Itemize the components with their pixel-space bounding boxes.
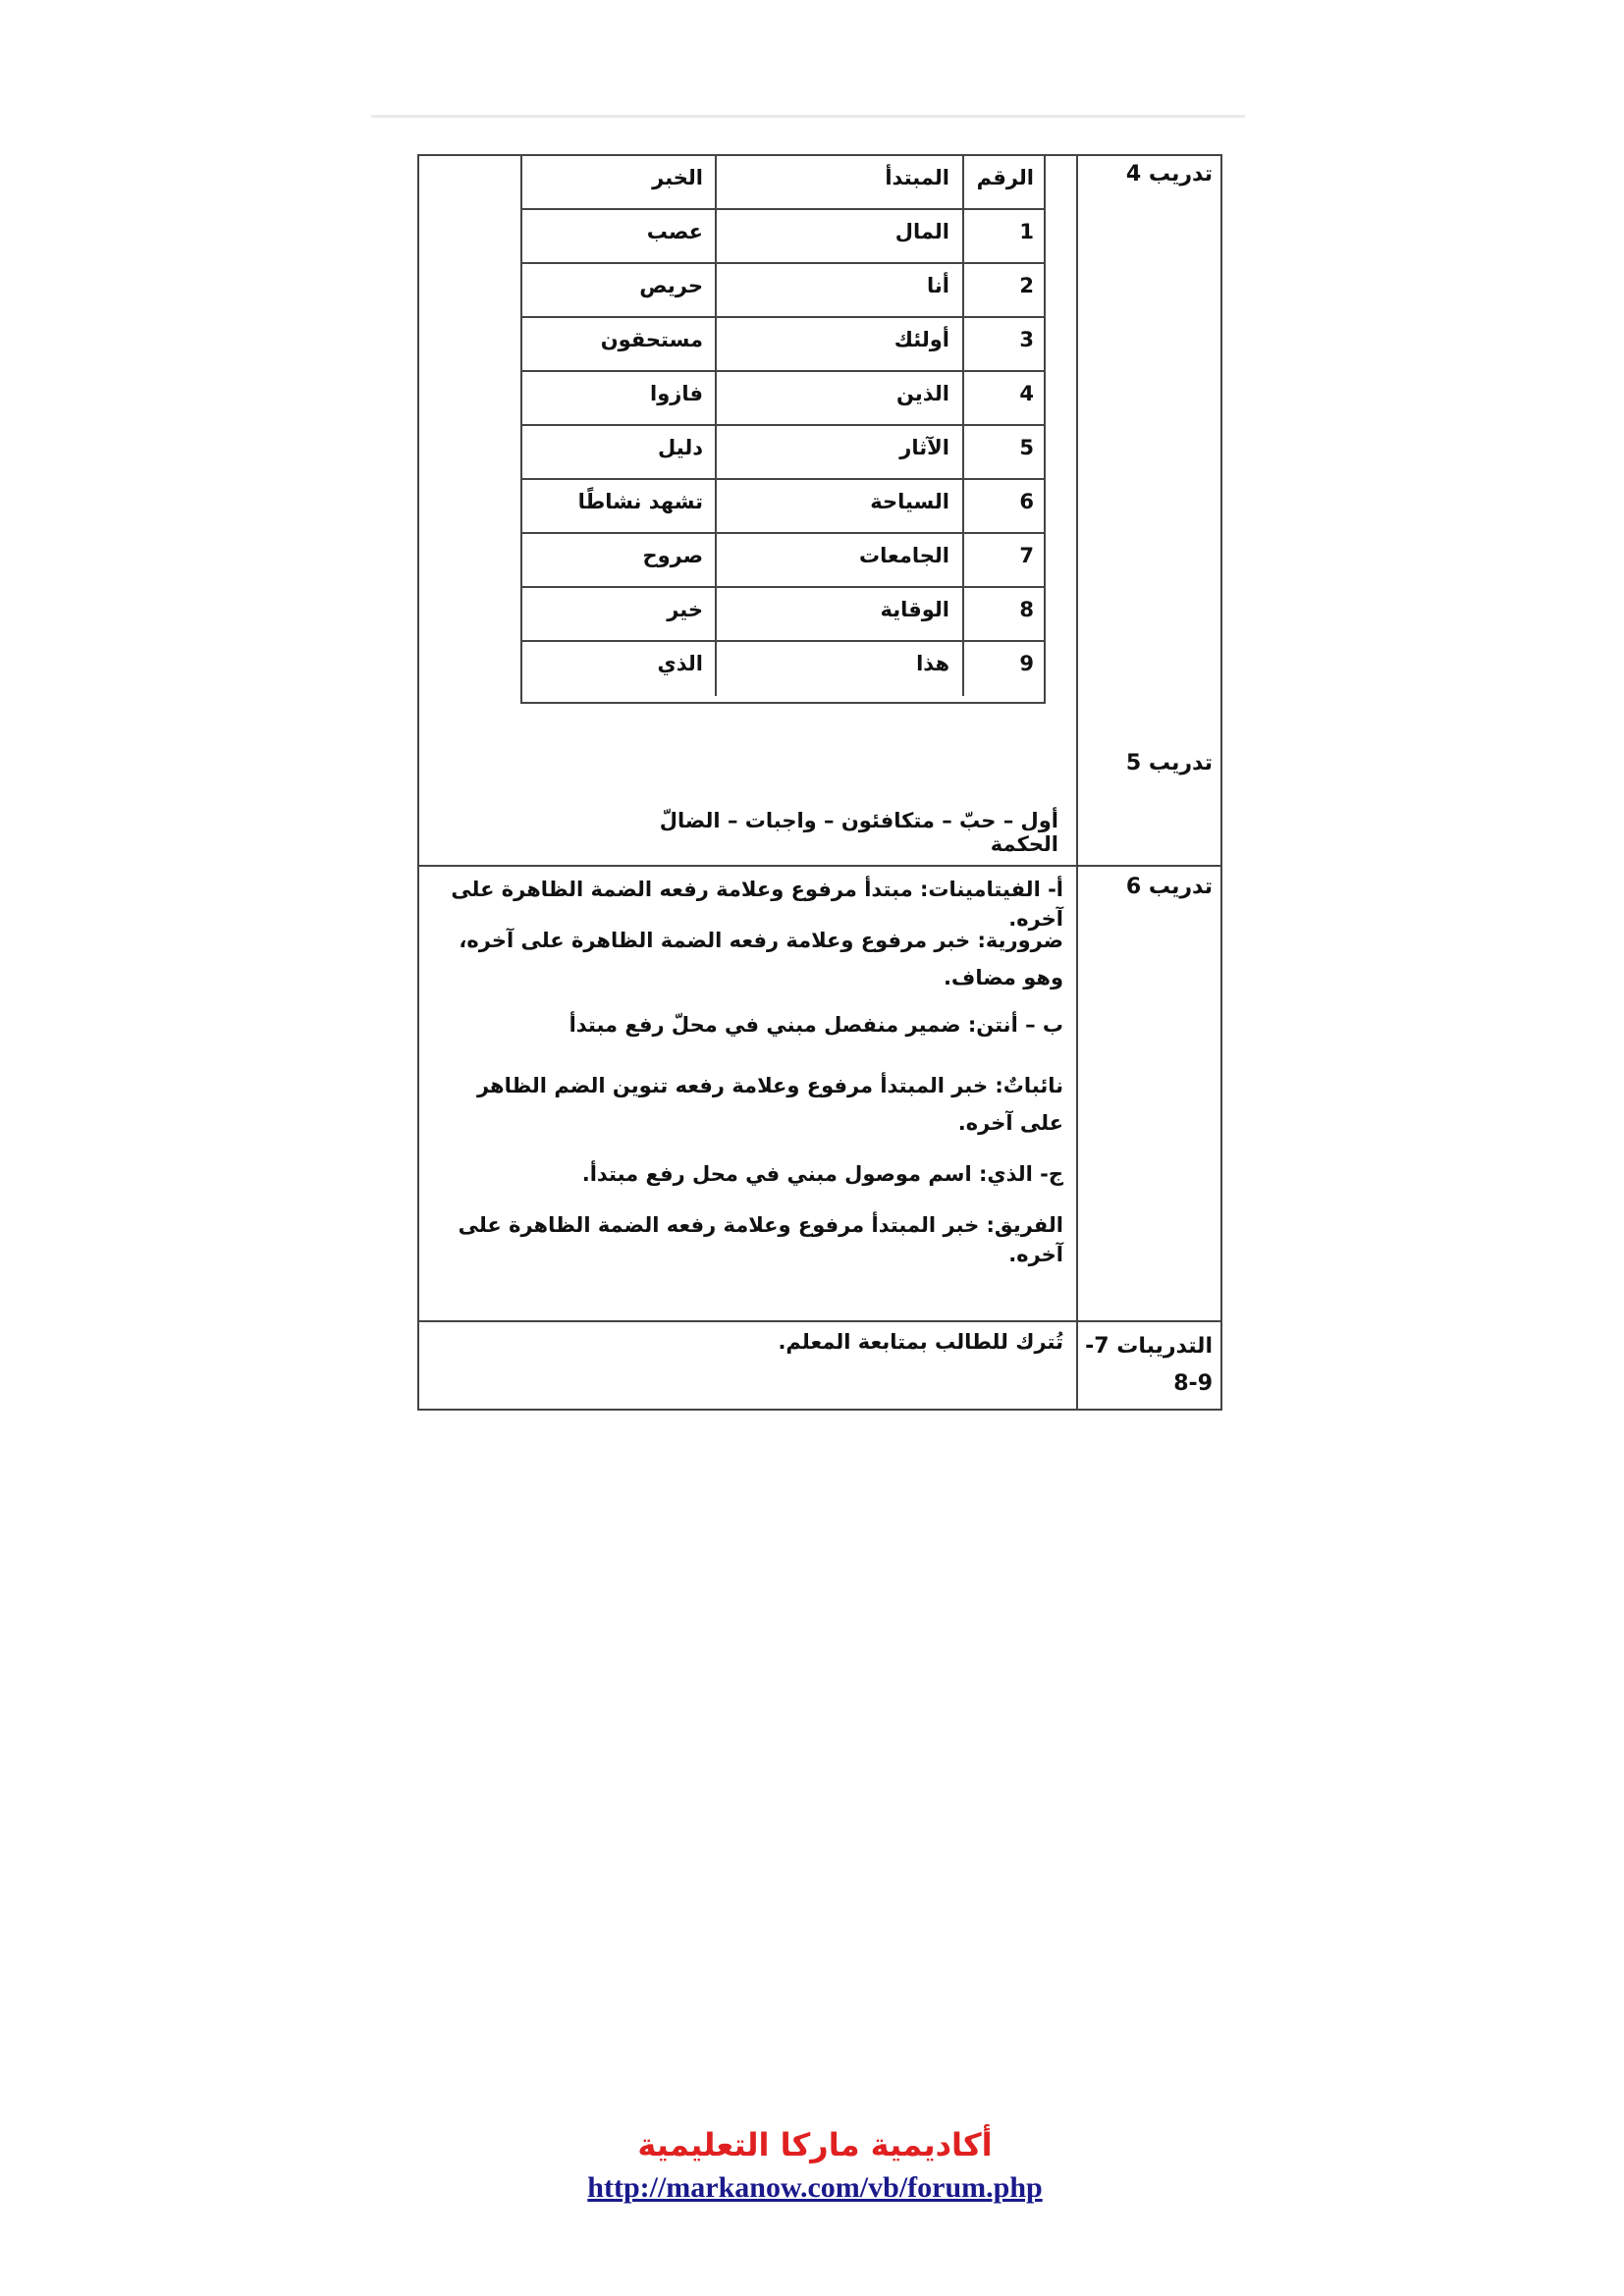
row-subject: الوقاية — [880, 598, 949, 621]
exercise-6-line: أ- الفيتامينات: مبتدأ مرفوع وعلامة رفعه الضمة الظاهرة على آخره. — [451, 878, 1063, 931]
row-exercises-7-9 — [419, 1320, 1220, 1411]
table-header-row — [522, 156, 1044, 210]
row-subject: الذين — [896, 382, 949, 405]
row-predicate: فازوا — [650, 382, 703, 405]
table-row — [522, 588, 1044, 642]
header-predicate: الخبر — [652, 166, 703, 189]
exercises-7-9-answer: تُترك للطالب بمتابعة المعلم. — [778, 1330, 1063, 1354]
row-subject: هذا — [916, 652, 949, 675]
academy-name: أكاديمية ماركا التعليمية — [637, 2126, 993, 2163]
row-predicate: عصب — [646, 220, 703, 243]
table-row — [522, 264, 1044, 318]
exercise-4-label: تدريب 4 — [1125, 162, 1213, 187]
exercise-6-line: الفريق: خبر المبتدأ مرفوع وعلامة رفعه الضمة الظاهرة على آخره. — [458, 1213, 1063, 1266]
row-number: 1 — [1019, 220, 1034, 243]
row-predicate: الذي — [657, 652, 703, 675]
row-number: 4 — [1019, 382, 1034, 405]
header-subject: المبتدأ — [885, 166, 949, 189]
table-row — [522, 480, 1044, 534]
row-predicate: تشهد نشاطًا — [577, 490, 703, 513]
row-predicate: صروح — [642, 544, 703, 567]
row-predicate: مستحقون — [600, 328, 703, 351]
exercise-4-table — [520, 156, 1046, 704]
exercise-6-label: تدريب 6 — [1125, 875, 1213, 899]
row-predicate: خير — [667, 598, 703, 621]
row-predicate: دليل — [658, 436, 703, 459]
table-row — [522, 426, 1044, 480]
row-number: 9 — [1019, 652, 1034, 675]
exercise-6-line: ب – أنتن: ضمير منفصل مبني في محلّ رفع مبتدأ — [568, 1013, 1063, 1037]
row-subject: الجامعات — [859, 544, 949, 567]
row-number: 6 — [1019, 490, 1034, 513]
row-subject: أولئك — [893, 328, 949, 351]
answers-table — [417, 154, 1222, 1411]
header-number: الرقم — [976, 166, 1034, 189]
top-divider — [371, 115, 1245, 118]
row-subject: أنا — [927, 274, 949, 297]
table-row — [522, 642, 1044, 696]
row-subject: المال — [894, 220, 949, 243]
exercise-6-line: نائباتٌ: خبر المبتدأ مرفوع وعلامة رفعه تنوين الضم الظاهر على آخره. — [476, 1074, 1063, 1135]
row-subject: الآثار — [899, 436, 949, 459]
row-exercise-6 — [419, 865, 1220, 1320]
row-exercise-4-5 — [419, 156, 1220, 865]
row-number: 5 — [1019, 436, 1034, 459]
row-number: 8 — [1019, 598, 1034, 621]
row-number: 7 — [1019, 544, 1034, 567]
exercise-6-line: ج- الذي: اسم موصول مبني في محل رفع مبتدأ. — [581, 1162, 1063, 1186]
exercises-7-9-label: التدريبات 7- 9-8 — [1085, 1334, 1213, 1396]
forum-link[interactable]: http://markanow.com/vb/forum.php — [587, 2171, 1043, 2204]
table-row — [522, 372, 1044, 426]
table-row — [522, 534, 1044, 588]
table-row — [522, 318, 1044, 372]
exercise-5-label: تدريب 5 — [1125, 751, 1213, 775]
table-row — [522, 210, 1044, 264]
exercise-5-answer: أول – حبّ – متكافئون – واجبات – الضالّ الحكمة — [659, 809, 1058, 856]
exercise-6-line: ضرورية: خبر مرفوع وعلامة رفعه الضمة الظاهرة على آخره، وهو مضاف. — [459, 929, 1063, 989]
row-number: 2 — [1019, 274, 1034, 297]
row-subject: السياحة — [870, 490, 949, 513]
row-number: 3 — [1019, 328, 1034, 351]
row-predicate: حريص — [639, 274, 703, 297]
